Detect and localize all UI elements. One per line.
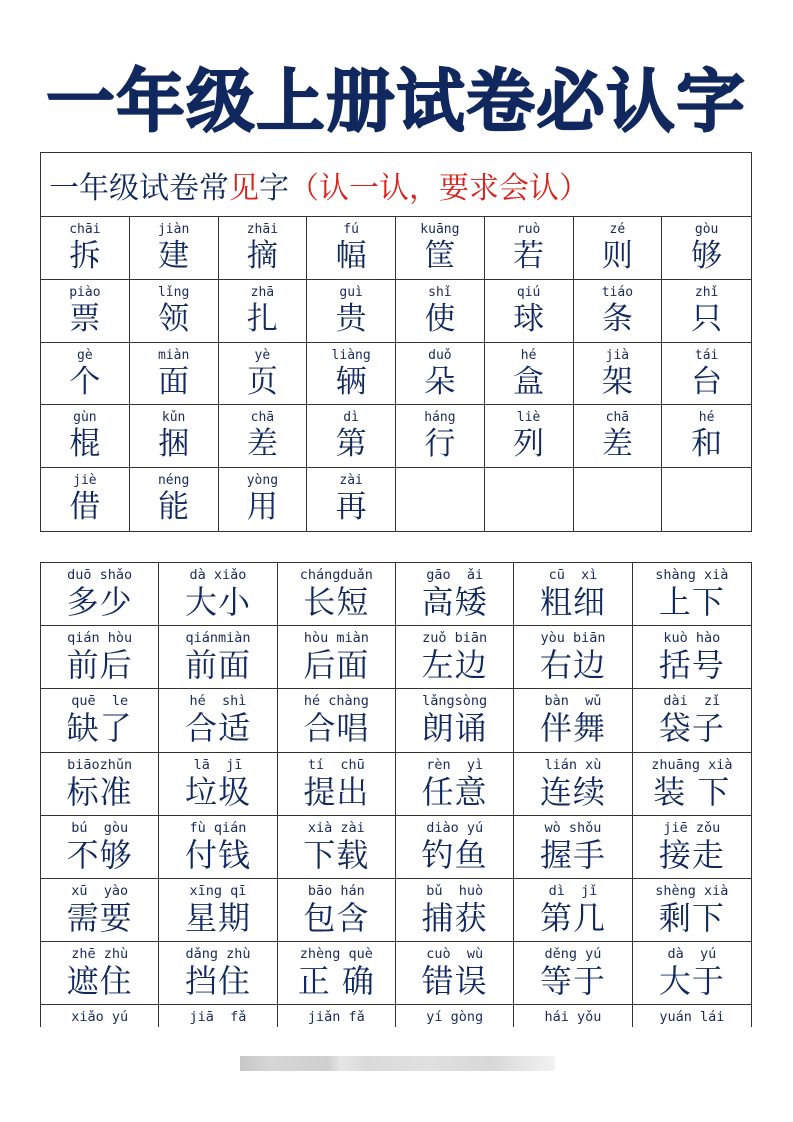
word-cell	[159, 689, 277, 752]
pinyin-label: jiē zǒu	[663, 819, 721, 836]
hanzi-character: 台	[691, 363, 723, 400]
hanzi-character: 和	[691, 426, 723, 463]
pinyin-label: qiánmiàn	[185, 630, 251, 647]
word-cell	[396, 1005, 514, 1027]
hanzi-character: 领	[158, 300, 190, 337]
character-cell	[396, 343, 485, 406]
character-cell	[574, 405, 663, 468]
pinyin-label: néng	[157, 473, 190, 489]
character-cell	[130, 468, 219, 531]
hanzi-character: 筐	[424, 238, 456, 274]
pinyin-label: liè	[516, 410, 541, 426]
pinyin-label: shèng xià	[655, 882, 729, 899]
character-cell	[41, 217, 130, 280]
hanzi-word: 合适	[184, 709, 251, 748]
hanzi-character: 幅	[335, 238, 367, 274]
character-cell	[219, 217, 308, 280]
pinyin-label: zài	[339, 473, 363, 489]
header-note: （认一认，要求会认）	[289, 170, 589, 206]
character-cell	[662, 468, 751, 531]
hanzi-word: 错误	[421, 962, 488, 1001]
pinyin-label: zhuāng xià	[651, 756, 733, 773]
pinyin-label: yòu biān	[540, 630, 606, 647]
character-cell	[130, 343, 219, 406]
hanzi-word: 等于	[539, 962, 606, 1001]
pinyin-label: miàn	[157, 347, 190, 363]
character-cell	[219, 343, 308, 406]
hanzi-word: 正 确	[297, 962, 375, 1001]
pinyin-label: bǔ huò	[426, 882, 484, 899]
hanzi-character: 差	[601, 426, 633, 463]
pinyin-label: dǎng zhù	[185, 946, 251, 963]
hanzi-word: 大小	[184, 583, 251, 621]
pinyin-label: dì	[343, 410, 359, 426]
word-cell	[278, 753, 396, 816]
hanzi-character: 面	[158, 363, 190, 400]
pinyin-label: hòu miàn	[303, 630, 369, 647]
blurred-watermark	[240, 1056, 555, 1071]
character-cell	[396, 217, 485, 280]
word-cell	[633, 563, 751, 626]
word-cell	[278, 942, 396, 1005]
character-cell	[307, 280, 396, 343]
hanzi-word: 包含	[303, 898, 370, 937]
pinyin-label: jiā fǎ	[189, 1009, 247, 1026]
word-cell	[159, 753, 277, 816]
word-cell	[159, 942, 277, 1005]
hanzi-character: 条	[601, 300, 633, 337]
hanzi-word: 标准	[66, 772, 133, 811]
hanzi-word: 连续	[539, 772, 606, 811]
pinyin-label: háng	[424, 410, 456, 426]
pinyin-label: gāo ǎi	[426, 567, 484, 583]
hanzi-word: 长短	[303, 583, 370, 621]
pinyin-label: chángduǎn	[299, 567, 373, 583]
word-cell	[41, 753, 159, 816]
single-character-table	[40, 152, 752, 532]
pinyin-label: rèn yì	[426, 756, 484, 773]
pinyin-label: hé chàng	[303, 693, 369, 710]
pinyin-label: jià	[605, 347, 630, 363]
hanzi-character: 能	[158, 489, 190, 526]
word-cell	[633, 689, 751, 752]
word-cell	[159, 816, 277, 879]
pinyin-label: piào	[69, 284, 101, 300]
character-cell	[662, 405, 751, 468]
character-cell	[485, 405, 574, 468]
word-cell	[41, 689, 159, 752]
word-cell	[633, 942, 751, 1005]
pinyin-label: cuò wù	[426, 946, 484, 963]
word-cell	[514, 689, 632, 752]
word-cell	[396, 753, 514, 816]
word-cell	[514, 942, 632, 1005]
hanzi-word: 下载	[303, 835, 370, 874]
hanzi-word: 括号	[658, 646, 725, 685]
hanzi-character: 朵	[424, 363, 456, 400]
pinyin-label: shàng xià	[655, 567, 729, 583]
word-cell	[514, 816, 632, 879]
hanzi-word: 垃圾	[184, 772, 251, 811]
hanzi-character: 第	[335, 426, 367, 463]
pinyin-label: guì	[339, 284, 363, 300]
pinyin-label: shǐ	[428, 284, 452, 300]
pinyin-label: wò shǒu	[544, 819, 602, 836]
pinyin-label: gè	[77, 347, 93, 363]
pinyin-label: chāi	[69, 222, 101, 237]
character-cell	[307, 343, 396, 406]
pinyin-label: zhāi	[246, 222, 279, 237]
hanzi-word: 左边	[421, 646, 488, 685]
hanzi-character: 贵	[335, 300, 367, 337]
hanzi-character: 票	[69, 300, 101, 337]
character-cell	[41, 280, 130, 343]
pinyin-label: zé	[609, 222, 626, 237]
pinyin-label: yí gòng	[426, 1009, 484, 1026]
hanzi-character: 行	[424, 426, 456, 463]
character-cell	[574, 468, 663, 531]
word-cell	[633, 626, 751, 689]
pinyin-label: qiú	[516, 284, 541, 300]
character-cell	[307, 217, 396, 280]
hanzi-character: 摘	[246, 238, 278, 274]
character-grid	[41, 217, 751, 531]
hanzi-character: 页	[246, 363, 278, 400]
character-cell	[485, 217, 574, 280]
hanzi-word: 高矮	[421, 583, 488, 621]
character-cell	[219, 280, 308, 343]
pinyin-label: cū xì	[548, 567, 598, 583]
character-cell	[130, 217, 219, 280]
word-cell	[159, 626, 277, 689]
hanzi-word: 星期	[184, 898, 251, 937]
hanzi-character: 捆	[158, 426, 190, 463]
hanzi-character: 差	[246, 426, 278, 463]
pinyin-label: xū yào	[71, 882, 129, 899]
hanzi-word: 钓鱼	[421, 835, 488, 874]
character-cell	[485, 280, 574, 343]
hanzi-word: 握手	[539, 835, 606, 874]
hanzi-word: 右边	[539, 646, 606, 685]
character-cell	[662, 217, 751, 280]
pinyin-label: lǐng	[157, 284, 190, 300]
pinyin-label: duǒ	[428, 347, 452, 363]
pinyin-label: yuán lái	[659, 1009, 725, 1026]
pinyin-label: diào yú	[426, 819, 484, 836]
pinyin-label: zhǐ	[694, 284, 719, 300]
character-cell	[396, 280, 485, 343]
header-red-char: 见	[229, 170, 259, 206]
hanzi-character: 用	[246, 489, 278, 526]
word-cell	[41, 879, 159, 942]
hanzi-word: 上下	[658, 583, 725, 621]
pinyin-label: bàn wǔ	[544, 693, 602, 710]
word-cell	[41, 1005, 159, 1027]
character-cell	[41, 405, 130, 468]
word-cell	[396, 563, 514, 626]
pinyin-label: bāo hán	[307, 882, 365, 899]
hanzi-character: 则	[601, 238, 633, 274]
character-cell	[219, 468, 308, 531]
pinyin-label: lǎngsòng	[422, 693, 488, 710]
word-cell	[396, 626, 514, 689]
pinyin-label: xià zài	[307, 819, 365, 836]
hanzi-character: 球	[513, 300, 545, 337]
character-cell	[307, 468, 396, 531]
hanzi-word: 朗诵	[421, 709, 488, 748]
hanzi-word: 合唱	[303, 709, 370, 748]
pinyin-label: fù qián	[189, 819, 247, 836]
hanzi-character: 盒	[513, 363, 545, 400]
hanzi-word: 第几	[539, 898, 606, 937]
character-cell	[307, 405, 396, 468]
pinyin-label: chā	[250, 410, 275, 426]
word-cell	[514, 563, 632, 626]
character-cell	[574, 343, 663, 406]
pinyin-label: biāozhǔn	[67, 756, 133, 773]
pinyin-label: kuāng	[420, 222, 460, 237]
word-cell	[41, 626, 159, 689]
word-cell	[633, 753, 751, 816]
word-table	[40, 562, 752, 1027]
pinyin-label: hái yǒu	[544, 1009, 602, 1026]
pinyin-label: hé	[698, 410, 715, 426]
hanzi-word: 多少	[66, 583, 133, 621]
word-cell	[514, 879, 632, 942]
hanzi-character: 只	[691, 300, 723, 337]
hanzi-character: 再	[335, 489, 367, 526]
pinyin-label: liàng	[331, 347, 371, 363]
character-cell	[130, 405, 219, 468]
hanzi-character: 扎	[246, 300, 278, 337]
pinyin-label: zhèng què	[299, 946, 373, 963]
pinyin-label: hé	[520, 347, 537, 363]
hanzi-word: 接走	[658, 835, 725, 874]
character-cell	[574, 280, 663, 343]
character-cell	[485, 468, 574, 531]
pinyin-label: qián hòu	[67, 630, 133, 647]
word-cell	[159, 879, 277, 942]
hanzi-character: 列	[513, 426, 545, 463]
page-title: 一年级上册试卷必认字	[46, 63, 747, 142]
pinyin-label: lā jī	[193, 756, 243, 773]
pinyin-label: zhē zhù	[71, 946, 129, 963]
hanzi-character: 够	[691, 238, 723, 274]
pinyin-label: yè	[254, 347, 271, 363]
hanzi-word: 前后	[66, 646, 133, 685]
hanzi-word: 付钱	[184, 835, 251, 874]
pinyin-label: dài zǐ	[663, 693, 721, 710]
pinyin-label: tí chū	[307, 756, 365, 773]
word-cell	[514, 626, 632, 689]
pinyin-label: fú	[343, 222, 359, 237]
word-cell	[396, 689, 514, 752]
word-cell	[396, 816, 514, 879]
hanzi-character: 使	[424, 300, 456, 337]
hanzi-word: 大于	[658, 962, 725, 1001]
word-cell	[633, 1005, 751, 1027]
word-grid	[41, 563, 751, 1027]
hanzi-word: 不够	[66, 835, 133, 874]
word-cell	[278, 563, 396, 626]
pinyin-label: kǔn	[161, 410, 186, 426]
pinyin-label: hé shì	[189, 693, 247, 710]
hanzi-word: 袋子	[658, 709, 725, 748]
character-cell	[485, 343, 574, 406]
pinyin-label: lián xù	[544, 756, 602, 773]
character-cell	[574, 217, 663, 280]
hanzi-word: 捕获	[421, 898, 488, 937]
pinyin-label: chā	[605, 410, 630, 426]
character-cell	[662, 280, 751, 343]
pinyin-label: jiǎn fǎ	[307, 1009, 365, 1026]
word-cell	[41, 816, 159, 879]
pinyin-label: jiè	[73, 473, 97, 489]
pinyin-label: gùn	[73, 410, 97, 426]
pinyin-label: jiàn	[157, 222, 190, 237]
hanzi-character: 建	[158, 238, 190, 274]
hanzi-character: 若	[513, 238, 545, 274]
word-cell	[514, 753, 632, 816]
hanzi-word: 遮住	[66, 962, 133, 1001]
pinyin-label: xīng qī	[189, 882, 247, 899]
pinyin-label: dà xiǎo	[189, 567, 247, 583]
character-cell	[396, 405, 485, 468]
character-cell	[662, 343, 751, 406]
word-cell	[41, 563, 159, 626]
word-cell	[514, 1005, 632, 1027]
hanzi-word: 挡住	[184, 962, 251, 1001]
hanzi-character: 借	[69, 489, 101, 526]
hanzi-character: 棍	[69, 426, 101, 463]
hanzi-character: 个	[69, 363, 101, 400]
hanzi-word: 伴舞	[539, 709, 606, 748]
hanzi-character: 辆	[335, 363, 367, 400]
word-cell	[41, 942, 159, 1005]
word-cell	[278, 1005, 396, 1027]
hanzi-word: 粗细	[539, 583, 606, 621]
word-cell	[159, 1005, 277, 1027]
header-middle: 字	[259, 170, 289, 206]
pinyin-label: gòu	[694, 222, 719, 237]
word-cell	[278, 626, 396, 689]
pinyin-label: bú gòu	[71, 819, 129, 836]
section-header	[41, 153, 751, 217]
hanzi-word: 装 下	[653, 772, 731, 811]
pinyin-label: quē le	[71, 693, 129, 710]
character-cell	[41, 343, 130, 406]
character-cell	[396, 468, 485, 531]
pinyin-label: děng yú	[544, 946, 602, 963]
pinyin-label: xiǎo yú	[71, 1009, 129, 1026]
hanzi-word: 需要	[66, 898, 133, 937]
hanzi-character: 拆	[69, 238, 101, 274]
word-cell	[278, 816, 396, 879]
hanzi-word: 任意	[421, 772, 488, 811]
pinyin-label: zuǒ biān	[422, 630, 488, 647]
word-cell	[278, 879, 396, 942]
pinyin-label: tái	[694, 347, 719, 363]
hanzi-character: 架	[601, 363, 633, 400]
pinyin-label: ruò	[516, 222, 541, 237]
pinyin-label: dà yú	[667, 946, 717, 963]
word-cell	[633, 816, 751, 879]
word-cell	[633, 879, 751, 942]
hanzi-word: 前面	[184, 646, 251, 685]
pinyin-label: dì jǐ	[548, 882, 598, 899]
hanzi-word: 后面	[303, 646, 370, 685]
word-cell	[396, 942, 514, 1005]
character-cell	[219, 405, 308, 468]
word-cell	[159, 563, 277, 626]
character-cell	[41, 468, 130, 531]
hanzi-word: 剩下	[658, 898, 725, 937]
header-prefix: 一年级试卷常	[49, 170, 229, 206]
pinyin-label: duō shǎo	[67, 567, 133, 583]
hanzi-word: 缺了	[66, 709, 133, 748]
character-cell	[130, 280, 219, 343]
pinyin-label: zhā	[250, 284, 275, 300]
word-cell	[278, 689, 396, 752]
pinyin-label: tiáo	[601, 284, 634, 300]
word-cell	[396, 879, 514, 942]
hanzi-word: 提出	[303, 772, 370, 811]
pinyin-label: yòng	[246, 473, 279, 489]
pinyin-label: kuò hào	[663, 630, 721, 647]
